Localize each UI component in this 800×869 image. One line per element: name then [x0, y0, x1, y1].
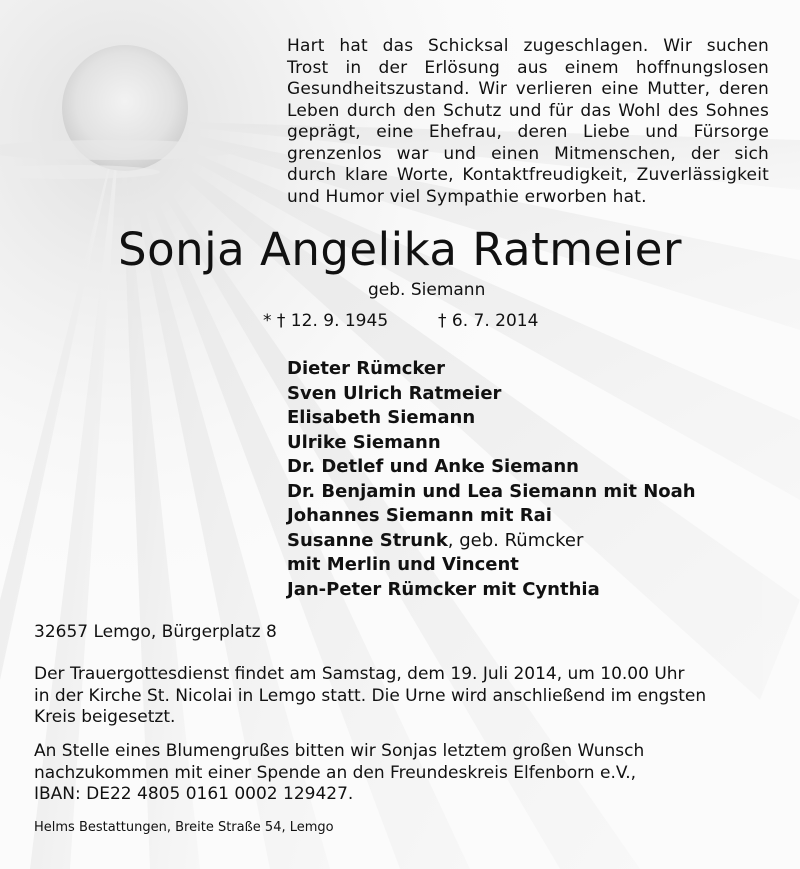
intro-line: Leben durch den Schutz und für das Wohl des Sohnes: [287, 100, 769, 121]
service-line: Der Trauergottesdienst findet am Samstag, dem 19. Juli 2014, um 10.00 Uhr: [34, 664, 685, 684]
intro-line: Trost in der Erlösung aus einem hoffnungslosen: [287, 57, 769, 78]
mourner-item: [287, 431, 696, 456]
family-address: 32657 Lemgo, Bürgerplatz 8: [34, 622, 277, 642]
mourner-item: [287, 553, 696, 578]
service-paragraph: [34, 664, 774, 729]
mourner-name: Susanne Strunk: [287, 529, 448, 551]
intro-line: grenzenlos war und einen Mitmenschen, der sich: [287, 143, 769, 164]
mourners-list: [287, 357, 696, 602]
intro-line: Gesundheitszustand. Wir verlieren eine Mutter, deren: [287, 79, 769, 99]
mourner-name: Jan-Peter Rümcker mit Cynthia: [287, 578, 600, 600]
mourner-suffix: , geb. Rümcker: [447, 529, 584, 551]
mourner-item: [287, 382, 696, 407]
intro-line: und Humor viel Sympathie erworben hat.: [287, 186, 647, 207]
mourner-name: mit Merlin und Vincent: [287, 554, 519, 575]
mourner-item: [287, 578, 696, 603]
mourner-item: [287, 357, 696, 382]
mourner-name: Dieter Rümcker: [287, 358, 445, 379]
mourner-item: [287, 406, 696, 431]
intro-line: Hart hat das Schicksal zugeschlagen. Wir suchen: [287, 36, 769, 56]
mourner-item: [287, 529, 696, 554]
mourner-name: Dr. Detlef und Anke Siemann: [287, 456, 579, 477]
mourner-item: [287, 455, 696, 480]
birth-date: * † 12. 9. 1945: [263, 311, 389, 331]
mourner-name: Johannes Siemann mit Rai: [287, 505, 552, 526]
mourner-name: Ulrike Siemann: [287, 431, 441, 453]
service-line: in der Kirche St. Nicolai in Lemgo statt. Die Urne wird anschließend im engsten: [34, 685, 707, 706]
mourner-name: Dr. Benjamin und Lea Siemann mit Noah: [287, 480, 696, 502]
donation-line: An Stelle eines Blumengrußes bitten wir Sonjas letztem großen Wunsch: [34, 741, 645, 761]
funeral-home-footer: Helms Bestattungen, Breite Straße 54, Lemgo: [34, 820, 334, 835]
mourner-item: [287, 480, 696, 505]
death-date: † 6. 7. 2014: [438, 311, 539, 331]
donation-line: IBAN: DE22 4805 0161 0002 129427.: [34, 784, 354, 804]
maiden-name: geb. Siemann: [368, 280, 486, 300]
intro-line: geprägt, eine Ehefrau, deren Liebe und Fürsorge: [287, 122, 769, 142]
intro-line: durch klare Worte, Kontaktfreudigkeit, Zuverlässigkeit: [287, 165, 769, 185]
donation-line: nachzukommen mit einer Spende an den Freundeskreis Elfenborn e.V.,: [34, 762, 637, 783]
mourner-name: Elisabeth Siemann: [287, 407, 476, 428]
mourner-item: [287, 504, 696, 529]
mourner-name: Sven Ulrich Ratmeier: [287, 382, 502, 404]
intro-text: [287, 36, 769, 208]
deceased-name: Sonja Angelika Ratmeier: [118, 223, 682, 276]
donation-paragraph: [34, 741, 774, 806]
service-line: Kreis beigesetzt.: [34, 707, 176, 727]
